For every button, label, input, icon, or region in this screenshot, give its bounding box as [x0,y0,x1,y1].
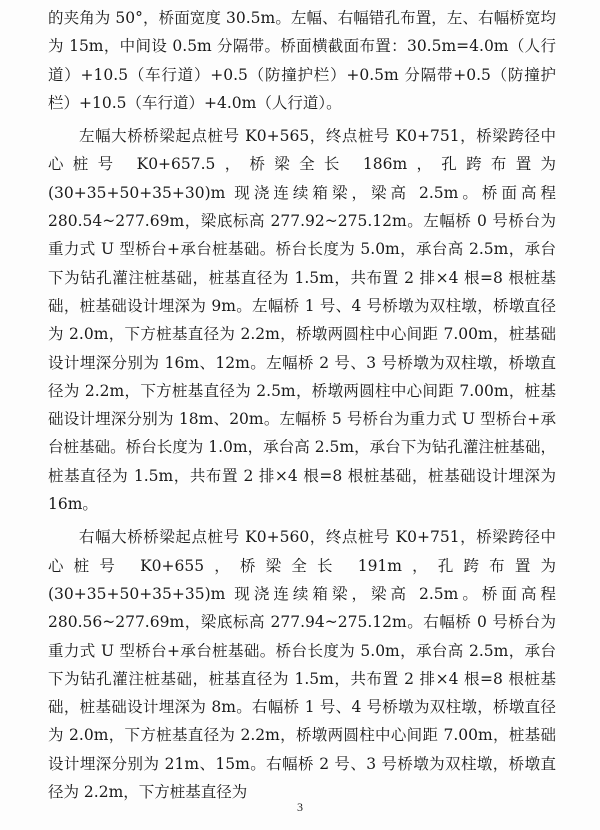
document-body [48,4,556,806]
paragraph-right-bridge: 右幅大桥桥梁起点桩号 K0+560，终点桩号 K0+751，桥梁跨径中心桩号 K0+655，桥梁全长 191m，孔跨布置为(30+35+50+35+35)m 现浇连续箱梁，梁高 2.5m。桥面高程 280.56~277.69m，梁底标高 277.94~275.12m。右幅桥 0 号桥台为重力式 U 型桥台+承台桩基础。桥台长度为 5.0m，承台高 2.5m，承台下为钻孔灌注桩基础，桩基直径为 1.5m，共布置 2 排×4 根=8 根桩基础，桩基础设计埋深为 8m。右幅桥 1 号、4 号桥墩为双柱墩，桥墩直径为 2.0m，下方桩基直径为 2.2m，桥墩两圆柱中心间距 7.00m，桩基础设计埋深分别为 21m、15m。右幅桥 2 号、3 号桥墩为双柱墩，桥墩直径为 2.2m，下方桩基直径为 [48,528,556,802]
page-number: 3 [297,800,303,814]
paragraph-intro: 的夹角为 50°，桥面宽度 30.5m。左幅、右幅错孔布置，左、右幅桥宽均为 15m，中间设 0.5m 分隔带。桥面横截面布置：30.5m=4.0m（人行道）+10.5（车行道）+0.5（防撞护栏）+0.5m 分隔带+0.5（防撞护栏）+10.5（车行道）+4.0m（人行道）。 [48,9,556,112]
paragraph-left-bridge: 左幅大桥桥梁起点桩号 K0+565，终点桩号 K0+751，桥梁跨径中心桩号 K0+657.5，桥梁全长 186m，孔跨布置为(30+35+50+35+30)m 现浇连续箱梁，梁高 2.5m。桥面高程 280.54~277.69m，梁底标高 277.92~275.12m。左幅桥 0 号桥台为重力式 U 型桥台+承台桩基础。桥台长度为 5.0m，承台高 2.5m，承台下为钻孔灌注桩基础，桩基直径为 1.5m，共布置 2 排×4 根=8 根桩基础，桩基础设计埋深为 9m。左幅桥 1 号、4 号桥墩为双柱墩，桥墩直径为 2.0m，下方桩基直径为 2.2m，桥墩两圆柱中心间距 7.00m，桩基础设计埋深分别为 16m、12m。左幅桥 2 号、3 号桥墩为双柱墩，桥墩直径为 2.2m，下方桩基直径为 2.5m，桥墩两圆柱中心间距 7.00m，桩基础设计埋深分别为 18m、20m。左幅桥 5 号桥台为重力式 U 型桥台+承台桩基础。桥台长度为 1.0m，承台高 2.5m，承台下为钻孔灌注桩基础，桩基直径为 1.5m，共布置 2 排×4 根=8 根桩基础，桩基础设计埋深为 16m。 [48,127,556,514]
